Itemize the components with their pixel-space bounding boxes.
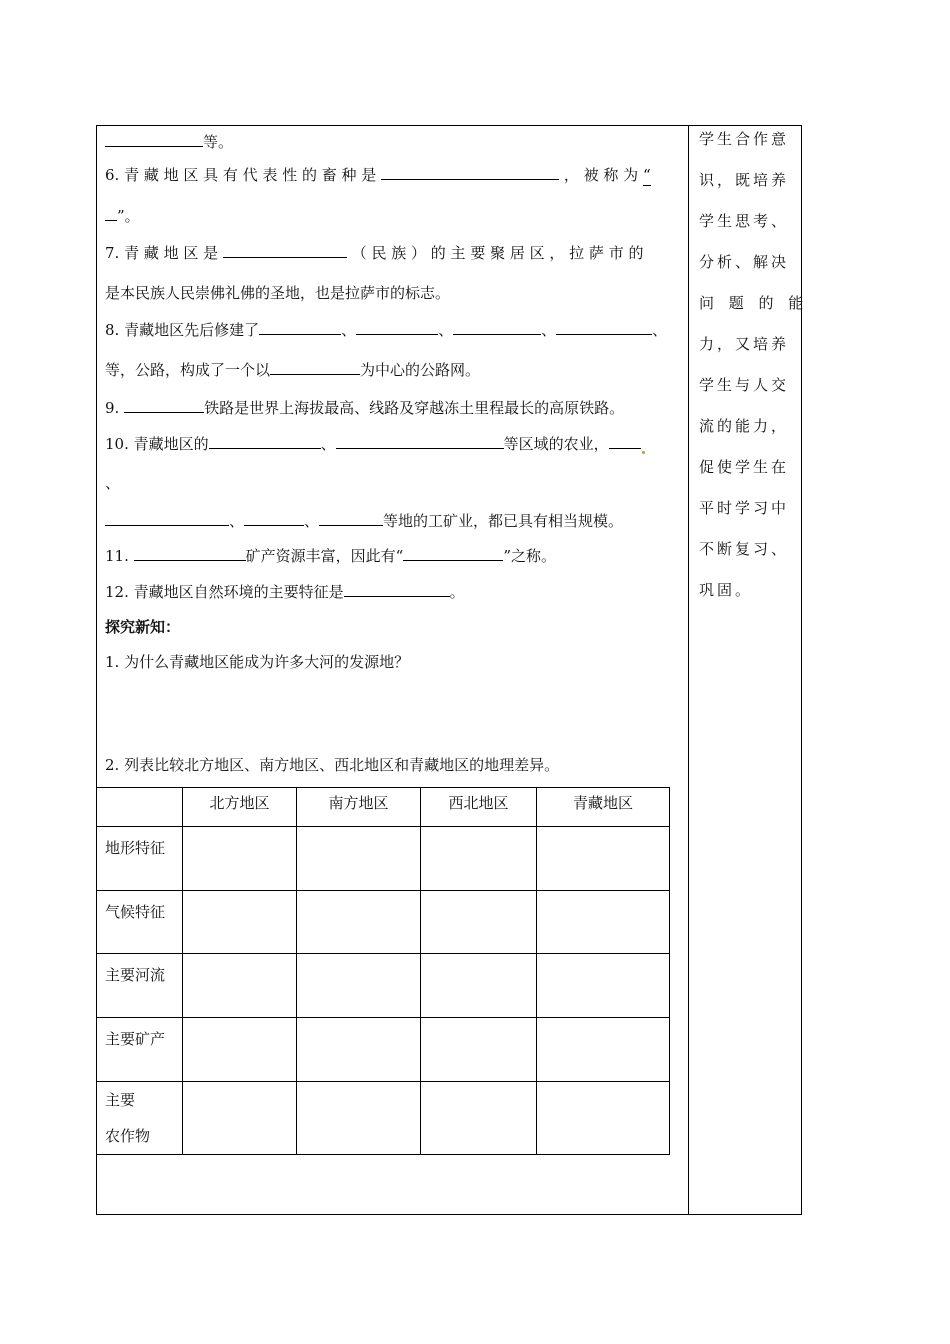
q6-line [105, 163, 651, 186]
table-cell[interactable] [183, 1018, 297, 1082]
q8-text-2b: 为中心的公路网。 [360, 361, 481, 379]
q10-line [105, 432, 646, 454]
table-row [97, 1082, 670, 1155]
q11-text-c: ”之称。 [503, 547, 556, 565]
table-header-cell [97, 788, 183, 827]
q9-num: 9. [105, 399, 120, 417]
note-line: 学生与人交 [699, 376, 790, 394]
answer-blank[interactable] [244, 509, 304, 526]
note-line: 识，既培养 [699, 171, 790, 189]
q9-text: 铁路是世界上海拔最高、线路及穿越冻土里程最长的高原铁路。 [204, 399, 625, 417]
answer-blank[interactable] [336, 432, 504, 449]
explore-heading: 探究新知： [105, 618, 181, 636]
table-cell[interactable] [421, 1018, 537, 1082]
answer-blank[interactable] [134, 544, 246, 561]
q12-line [105, 580, 465, 602]
table-header-row [97, 788, 670, 827]
table-cell[interactable] [537, 1018, 670, 1082]
q11-num: 11. [105, 547, 129, 565]
row-label: 地形特征 [97, 827, 183, 891]
note-line: 流的能力， [699, 417, 790, 435]
table-cell[interactable] [297, 1018, 421, 1082]
q10-sep: 、 [229, 512, 245, 530]
table-cell[interactable] [421, 1082, 537, 1155]
q10-line3 [105, 509, 623, 531]
row-label: 气候特征 [97, 891, 183, 954]
answer-blank[interactable] [403, 544, 503, 561]
answer-blank[interactable] [344, 580, 450, 597]
row-label-line1: 主要 [105, 1091, 136, 1109]
row-label-line2: 农作物 [105, 1127, 151, 1145]
q7-text-b: （ 民 族 ） 的 主 要 聚 居 区 ， 拉 萨 市 的 [351, 244, 644, 262]
note-line: 分析、解决 [699, 253, 790, 271]
q9-line [105, 396, 624, 418]
table-header-cell: 南方地区 [297, 788, 421, 827]
table-cell[interactable] [183, 1082, 297, 1155]
answer-blank[interactable] [105, 130, 203, 147]
note-line: 学生思考、 [699, 212, 790, 230]
table-header-cell: 北方地区 [183, 788, 297, 827]
table-cell[interactable] [537, 891, 670, 954]
q10-line2: 、 [105, 474, 121, 492]
q7-line [105, 241, 643, 263]
answer-blank[interactable] [319, 509, 383, 526]
note-line: 不断复习、 [699, 540, 790, 558]
table-cell[interactable] [537, 1082, 670, 1155]
table-row [97, 827, 670, 891]
q11-text: 矿产资源丰富，因此有“ [245, 547, 404, 565]
q8-line2 [105, 358, 480, 380]
q8-line [105, 318, 667, 340]
note-line: 力，又培养 [699, 335, 790, 353]
q12-text: 12. 青藏地区自然环境的主要特征是 [105, 583, 344, 601]
answer-blank[interactable] [259, 318, 341, 335]
answer-blank[interactable] [270, 358, 360, 375]
row-label: 主要河流 [97, 954, 183, 1018]
answer-blank[interactable] [609, 432, 641, 449]
q6-close: ”。 [117, 207, 140, 225]
note-line: 巩固。 [699, 581, 754, 599]
answer-blank[interactable] [381, 163, 559, 180]
answer-blank[interactable] [223, 241, 347, 258]
q6-line2 [105, 204, 140, 226]
table-cell[interactable] [183, 891, 297, 954]
q10-sep: 、 [320, 435, 336, 453]
q6-text: 6. 青 藏 地 区 具 有 代 表 性 的 畜 种 是 [105, 166, 377, 184]
table-cell[interactable] [183, 827, 297, 891]
table-cell[interactable] [421, 954, 537, 1018]
q11-line [105, 544, 556, 566]
table-cell[interactable] [297, 827, 421, 891]
table-row [97, 1018, 670, 1082]
answer-blank[interactable] [124, 396, 204, 413]
q7-text: 7. 青 藏 地 区 是 [105, 244, 219, 262]
q7-line2: 是本民族人民崇佛礼佛的圣地，也是拉萨市的标志。 [105, 284, 451, 302]
speck [642, 451, 645, 454]
q12-end: 。 [449, 583, 465, 601]
q10-sep: 、 [304, 512, 320, 530]
q10-text-3b: 等地的工矿业，都已具有相当规模。 [383, 512, 624, 530]
table-cell[interactable] [297, 954, 421, 1018]
answer-blank[interactable] [209, 432, 321, 449]
q8-sep: 、 [541, 321, 557, 339]
table-row [97, 891, 670, 954]
q6-text-b: ， 被 称 为 [563, 166, 639, 184]
q10-text: 10. 青藏地区的 [105, 435, 209, 453]
comparison-table [96, 787, 670, 1155]
table-cell[interactable] [297, 1082, 421, 1155]
q8-text-2a: 等，公路，构成了一个以 [105, 361, 271, 379]
table-cell[interactable] [537, 827, 670, 891]
q8-sep: 、 [652, 321, 668, 339]
answer-blank[interactable] [453, 318, 541, 335]
table-header-cell: 西北地区 [421, 788, 537, 827]
column-divider [688, 125, 689, 1215]
q6-open-quote: “ [642, 166, 651, 184]
answer-blank[interactable] [556, 318, 652, 335]
answer-blank[interactable] [105, 204, 117, 221]
note-line: 平时学习中 [699, 499, 790, 517]
answer-blank[interactable] [105, 509, 229, 526]
table-cell[interactable] [421, 891, 537, 954]
table-cell[interactable] [183, 954, 297, 1018]
q8-text: 8. 青藏地区先后修建了 [105, 321, 260, 339]
note-line: 学生合作意 [699, 130, 790, 148]
q5-line [105, 130, 233, 152]
q10-text-b: 等区域的农业， [503, 435, 609, 453]
explore-q1: 1. 为什么青藏地区能成为许多大河的发源地？ [105, 653, 410, 671]
table-cell[interactable] [537, 954, 670, 1018]
q8-sep: 、 [341, 321, 357, 339]
note-line: 问 题 的 能 [699, 294, 809, 312]
note-line: 促使学生在 [699, 458, 790, 476]
q5-tail: 等。 [203, 133, 234, 151]
row-label: 主要矿产 [97, 1018, 183, 1082]
row-label [97, 1082, 183, 1155]
table-row [97, 954, 670, 1018]
q8-sep: 、 [438, 321, 454, 339]
table-header-cell: 青藏地区 [537, 788, 670, 827]
explore-q2: 2. 列表比较北方地区、南方地区、西北地区和青藏地区的地理差异。 [105, 756, 560, 774]
answer-blank[interactable] [356, 318, 438, 335]
table-cell[interactable] [297, 891, 421, 954]
table-cell[interactable] [421, 827, 537, 891]
